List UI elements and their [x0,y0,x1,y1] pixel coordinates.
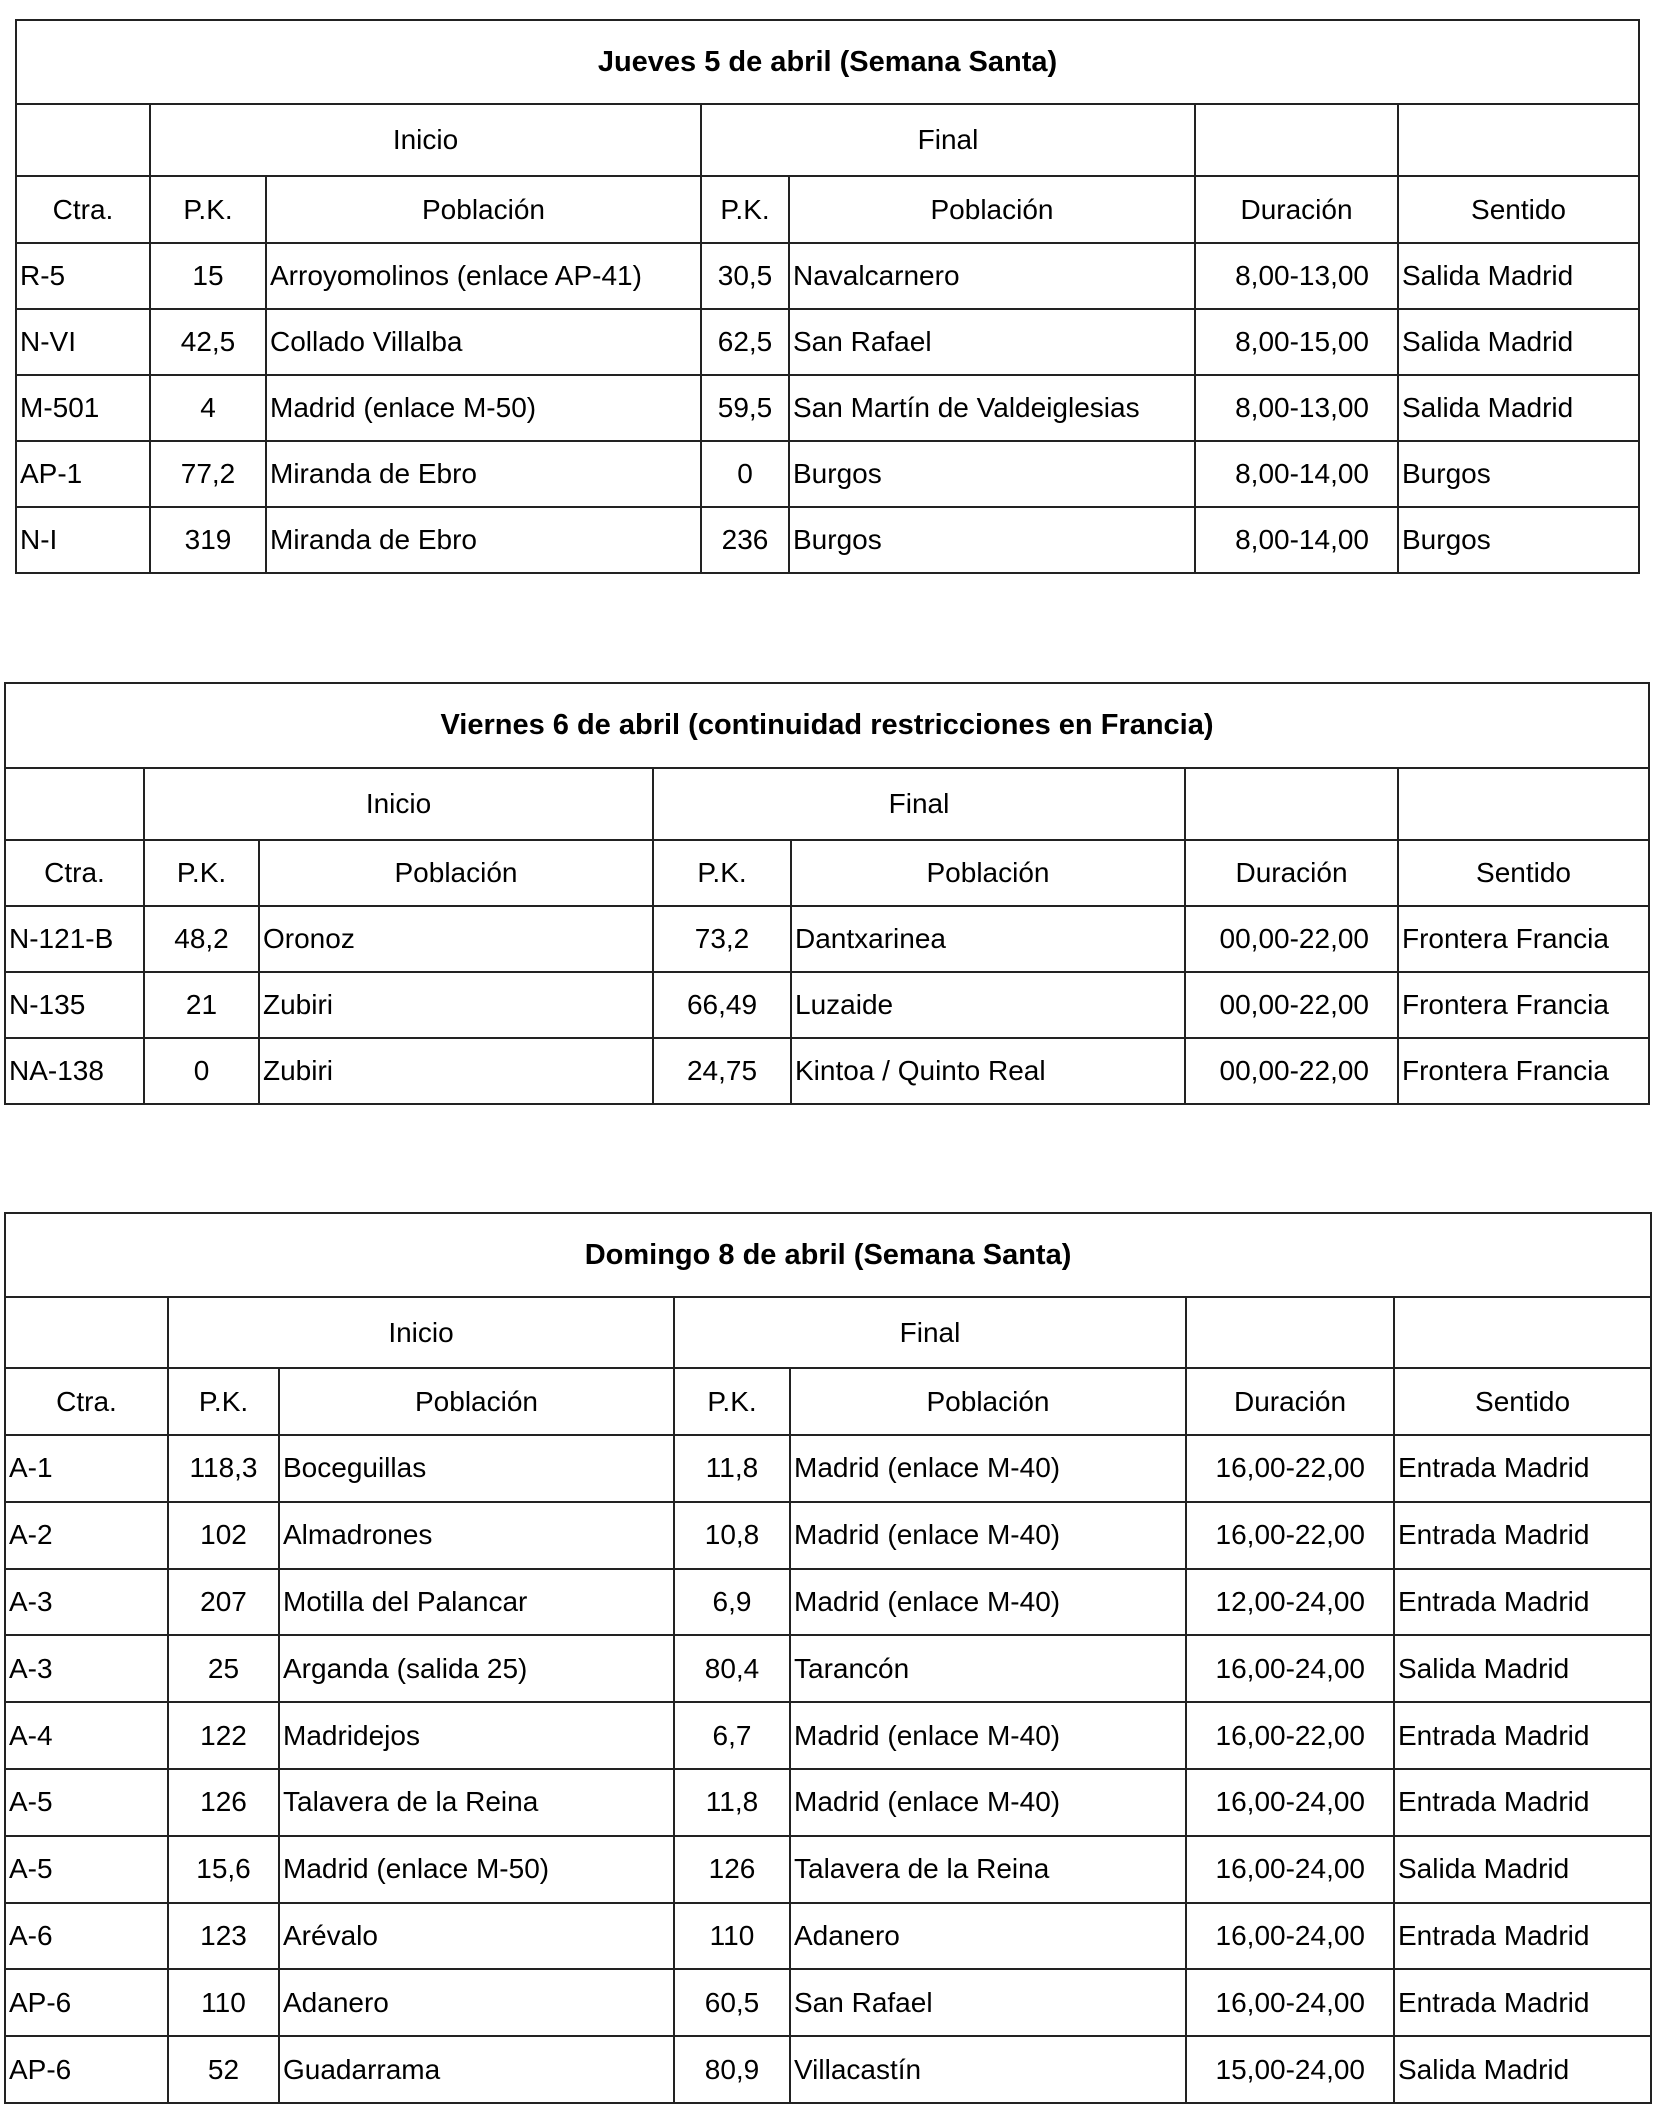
cell-pk-final: 126 [674,1836,790,1903]
cell-ctra: M-501 [16,375,150,441]
cell-ctra: NA-138 [5,1038,144,1104]
group-header-final: Final [701,104,1195,176]
group-header-empty [1398,104,1639,176]
cell-poblacion-inicio: Madrid (enlace M-50) [266,375,701,441]
cell-duracion: 16,00-24,00 [1186,1769,1394,1836]
cell-ctra: N-VI [16,309,150,375]
column-header-ctra: Ctra. [5,840,144,906]
restriction-table-domingo-8-abril [4,1212,1652,2104]
cell-poblacion-inicio: Boceguillas [279,1435,674,1502]
cell-sentido: Frontera Francia [1398,972,1649,1038]
cell-pk-inicio: 4 [150,375,266,441]
group-header-empty [1195,104,1398,176]
cell-sentido: Entrada Madrid [1394,1903,1651,1970]
cell-pk-inicio: 15,6 [168,1836,279,1903]
cell-pk-inicio: 102 [168,1502,279,1569]
cell-pk-final: 62,5 [701,309,789,375]
cell-poblacion-inicio: Miranda de Ebro [266,507,701,573]
cell-poblacion-inicio: Talavera de la Reina [279,1769,674,1836]
cell-ctra: A-6 [5,1903,168,1970]
cell-ctra: A-5 [5,1836,168,1903]
group-header-inicio: Inicio [144,768,653,840]
cell-pk-inicio: 319 [150,507,266,573]
cell-poblacion-final: Burgos [789,507,1195,573]
cell-sentido: Salida Madrid [1394,1836,1651,1903]
cell-ctra: A-1 [5,1435,168,1502]
cell-pk-final: 11,8 [674,1435,790,1502]
column-header-poblacion-final: Población [790,1368,1186,1435]
table-title: Domingo 8 de abril (Semana Santa) [5,1213,1651,1297]
cell-sentido: Entrada Madrid [1394,1702,1651,1769]
group-header-empty [1394,1297,1651,1368]
cell-poblacion-final: Madrid (enlace M-40) [790,1769,1186,1836]
table-title: Viernes 6 de abril (continuidad restricciones en Francia) [5,683,1649,768]
column-header-pk-final: P.K. [653,840,791,906]
cell-pk-final: 80,4 [674,1635,790,1702]
cell-pk-final: 236 [701,507,789,573]
cell-poblacion-inicio: Adanero [279,1969,674,2036]
table-row [5,1769,1651,1836]
table-row [16,243,1639,309]
cell-pk-inicio: 123 [168,1903,279,1970]
column-header-poblacion-inicio: Población [279,1368,674,1435]
cell-sentido: Burgos [1398,441,1639,507]
cell-sentido: Entrada Madrid [1394,1435,1651,1502]
cell-sentido: Frontera Francia [1398,1038,1649,1104]
table-row [5,1435,1651,1502]
cell-pk-final: 66,49 [653,972,791,1038]
cell-poblacion-final: Adanero [790,1903,1186,1970]
table-row [5,1903,1651,1970]
column-header-sentido: Sentido [1398,176,1639,243]
table-row [16,441,1639,507]
cell-poblacion-inicio: Madridejos [279,1702,674,1769]
cell-sentido: Frontera Francia [1398,906,1649,972]
cell-duracion: 16,00-22,00 [1186,1435,1394,1502]
table-row [5,1502,1651,1569]
group-header-empty [5,1297,168,1368]
cell-duracion: 8,00-13,00 [1195,243,1398,309]
column-header-duracion: Duración [1186,1368,1394,1435]
cell-pk-final: 73,2 [653,906,791,972]
cell-pk-final: 6,7 [674,1702,790,1769]
column-header-sentido: Sentido [1394,1368,1651,1435]
table-row [16,507,1639,573]
cell-sentido: Salida Madrid [1398,309,1639,375]
cell-pk-final: 110 [674,1903,790,1970]
cell-pk-final: 30,5 [701,243,789,309]
cell-poblacion-inicio: Oronoz [259,906,653,972]
column-header-poblacion-inicio: Población [259,840,653,906]
group-header-empty [1186,1297,1394,1368]
cell-pk-inicio: 48,2 [144,906,259,972]
cell-poblacion-inicio: Zubiri [259,972,653,1038]
cell-ctra: R-5 [16,243,150,309]
cell-pk-inicio: 25 [168,1635,279,1702]
group-header-empty [1398,768,1649,840]
cell-poblacion-final: San Rafael [790,1969,1186,2036]
table-row [5,1635,1651,1702]
group-header-inicio: Inicio [168,1297,674,1368]
cell-poblacion-inicio: Arroyomolinos (enlace AP-41) [266,243,701,309]
group-header-empty [1185,768,1398,840]
cell-sentido: Salida Madrid [1398,375,1639,441]
cell-ctra: N-135 [5,972,144,1038]
cell-pk-final: 6,9 [674,1569,790,1636]
cell-pk-final: 11,8 [674,1769,790,1836]
cell-poblacion-final: Madrid (enlace M-40) [790,1702,1186,1769]
cell-poblacion-final: Madrid (enlace M-40) [790,1435,1186,1502]
cell-sentido: Salida Madrid [1394,1635,1651,1702]
cell-poblacion-final: Madrid (enlace M-40) [790,1502,1186,1569]
cell-duracion: 00,00-22,00 [1185,1038,1398,1104]
cell-sentido: Salida Madrid [1394,2036,1651,2103]
cell-duracion: 00,00-22,00 [1185,972,1398,1038]
cell-ctra: A-2 [5,1502,168,1569]
column-header-duracion: Duración [1195,176,1398,243]
cell-poblacion-final: Tarancón [790,1635,1186,1702]
cell-duracion: 12,00-24,00 [1186,1569,1394,1636]
cell-poblacion-final: Kintoa / Quinto Real [791,1038,1185,1104]
table-row [5,1969,1651,2036]
cell-sentido: Entrada Madrid [1394,1969,1651,2036]
cell-ctra: N-I [16,507,150,573]
group-header-inicio: Inicio [150,104,701,176]
cell-poblacion-final: Burgos [789,441,1195,507]
table-row [16,309,1639,375]
cell-duracion: 16,00-22,00 [1186,1702,1394,1769]
cell-duracion: 16,00-24,00 [1186,1903,1394,1970]
column-header-poblacion-final: Población [791,840,1185,906]
column-header-ctra: Ctra. [5,1368,168,1435]
cell-pk-final: 60,5 [674,1969,790,2036]
cell-duracion: 00,00-22,00 [1185,906,1398,972]
column-header-duracion: Duración [1185,840,1398,906]
column-header-pk-final: P.K. [701,176,789,243]
column-header-ctra: Ctra. [16,176,150,243]
cell-duracion: 8,00-14,00 [1195,441,1398,507]
cell-ctra: A-3 [5,1635,168,1702]
restriction-table-viernes-6-abril [4,682,1650,1105]
group-header-empty [16,104,150,176]
restriction-table-jueves-5-abril [15,19,1640,574]
table-row [5,972,1649,1038]
table-row [5,906,1649,972]
cell-sentido: Entrada Madrid [1394,1569,1651,1636]
cell-ctra: A-3 [5,1569,168,1636]
cell-pk-inicio: 21 [144,972,259,1038]
cell-duracion: 16,00-24,00 [1186,1969,1394,2036]
table-row [16,375,1639,441]
cell-pk-final: 10,8 [674,1502,790,1569]
cell-pk-inicio: 126 [168,1769,279,1836]
table-title: Jueves 5 de abril (Semana Santa) [16,20,1639,104]
cell-pk-inicio: 207 [168,1569,279,1636]
cell-duracion: 8,00-13,00 [1195,375,1398,441]
cell-ctra: N-121-B [5,906,144,972]
cell-duracion: 16,00-24,00 [1186,1836,1394,1903]
cell-poblacion-inicio: Arganda (salida 25) [279,1635,674,1702]
table-row [5,2036,1651,2103]
cell-pk-inicio: 52 [168,2036,279,2103]
cell-poblacion-final: Navalcarnero [789,243,1195,309]
cell-pk-final: 80,9 [674,2036,790,2103]
table-row [5,1702,1651,1769]
cell-ctra: A-4 [5,1702,168,1769]
cell-duracion: 16,00-24,00 [1186,1635,1394,1702]
cell-poblacion-inicio: Motilla del Palancar [279,1569,674,1636]
cell-sentido: Burgos [1398,507,1639,573]
cell-poblacion-inicio: Guadarrama [279,2036,674,2103]
cell-ctra: AP-6 [5,2036,168,2103]
cell-poblacion-final: Luzaide [791,972,1185,1038]
cell-pk-inicio: 122 [168,1702,279,1769]
cell-duracion: 16,00-22,00 [1186,1502,1394,1569]
column-header-pk-inicio: P.K. [150,176,266,243]
cell-ctra: AP-6 [5,1969,168,2036]
column-header-pk-inicio: P.K. [144,840,259,906]
table-row [5,1569,1651,1636]
cell-poblacion-inicio: Collado Villalba [266,309,701,375]
cell-poblacion-final: San Rafael [789,309,1195,375]
cell-poblacion-final: San Martín de Valdeiglesias [789,375,1195,441]
cell-poblacion-final: Dantxarinea [791,906,1185,972]
cell-poblacion-final: Villacastín [790,2036,1186,2103]
group-header-empty [5,768,144,840]
cell-poblacion-inicio: Madrid (enlace M-50) [279,1836,674,1903]
cell-poblacion-inicio: Arévalo [279,1903,674,1970]
cell-poblacion-inicio: Zubiri [259,1038,653,1104]
column-header-poblacion-inicio: Población [266,176,701,243]
table-row [5,1038,1649,1104]
cell-pk-inicio: 77,2 [150,441,266,507]
column-header-pk-final: P.K. [674,1368,790,1435]
cell-sentido: Salida Madrid [1398,243,1639,309]
cell-pk-final: 24,75 [653,1038,791,1104]
cell-poblacion-final: Madrid (enlace M-40) [790,1569,1186,1636]
group-header-final: Final [674,1297,1186,1368]
cell-pk-final: 59,5 [701,375,789,441]
cell-ctra: A-5 [5,1769,168,1836]
column-header-pk-inicio: P.K. [168,1368,279,1435]
cell-duracion: 8,00-14,00 [1195,507,1398,573]
cell-duracion: 8,00-15,00 [1195,309,1398,375]
column-header-sentido: Sentido [1398,840,1649,906]
cell-ctra: AP-1 [16,441,150,507]
cell-pk-inicio: 0 [144,1038,259,1104]
group-header-final: Final [653,768,1185,840]
cell-sentido: Entrada Madrid [1394,1769,1651,1836]
cell-poblacion-inicio: Miranda de Ebro [266,441,701,507]
cell-pk-inicio: 42,5 [150,309,266,375]
cell-duracion: 15,00-24,00 [1186,2036,1394,2103]
cell-poblacion-final: Talavera de la Reina [790,1836,1186,1903]
table-row [5,1836,1651,1903]
cell-sentido: Entrada Madrid [1394,1502,1651,1569]
cell-poblacion-inicio: Almadrones [279,1502,674,1569]
cell-pk-final: 0 [701,441,789,507]
cell-pk-inicio: 110 [168,1969,279,2036]
cell-pk-inicio: 15 [150,243,266,309]
cell-pk-inicio: 118,3 [168,1435,279,1502]
column-header-poblacion-final: Población [789,176,1195,243]
